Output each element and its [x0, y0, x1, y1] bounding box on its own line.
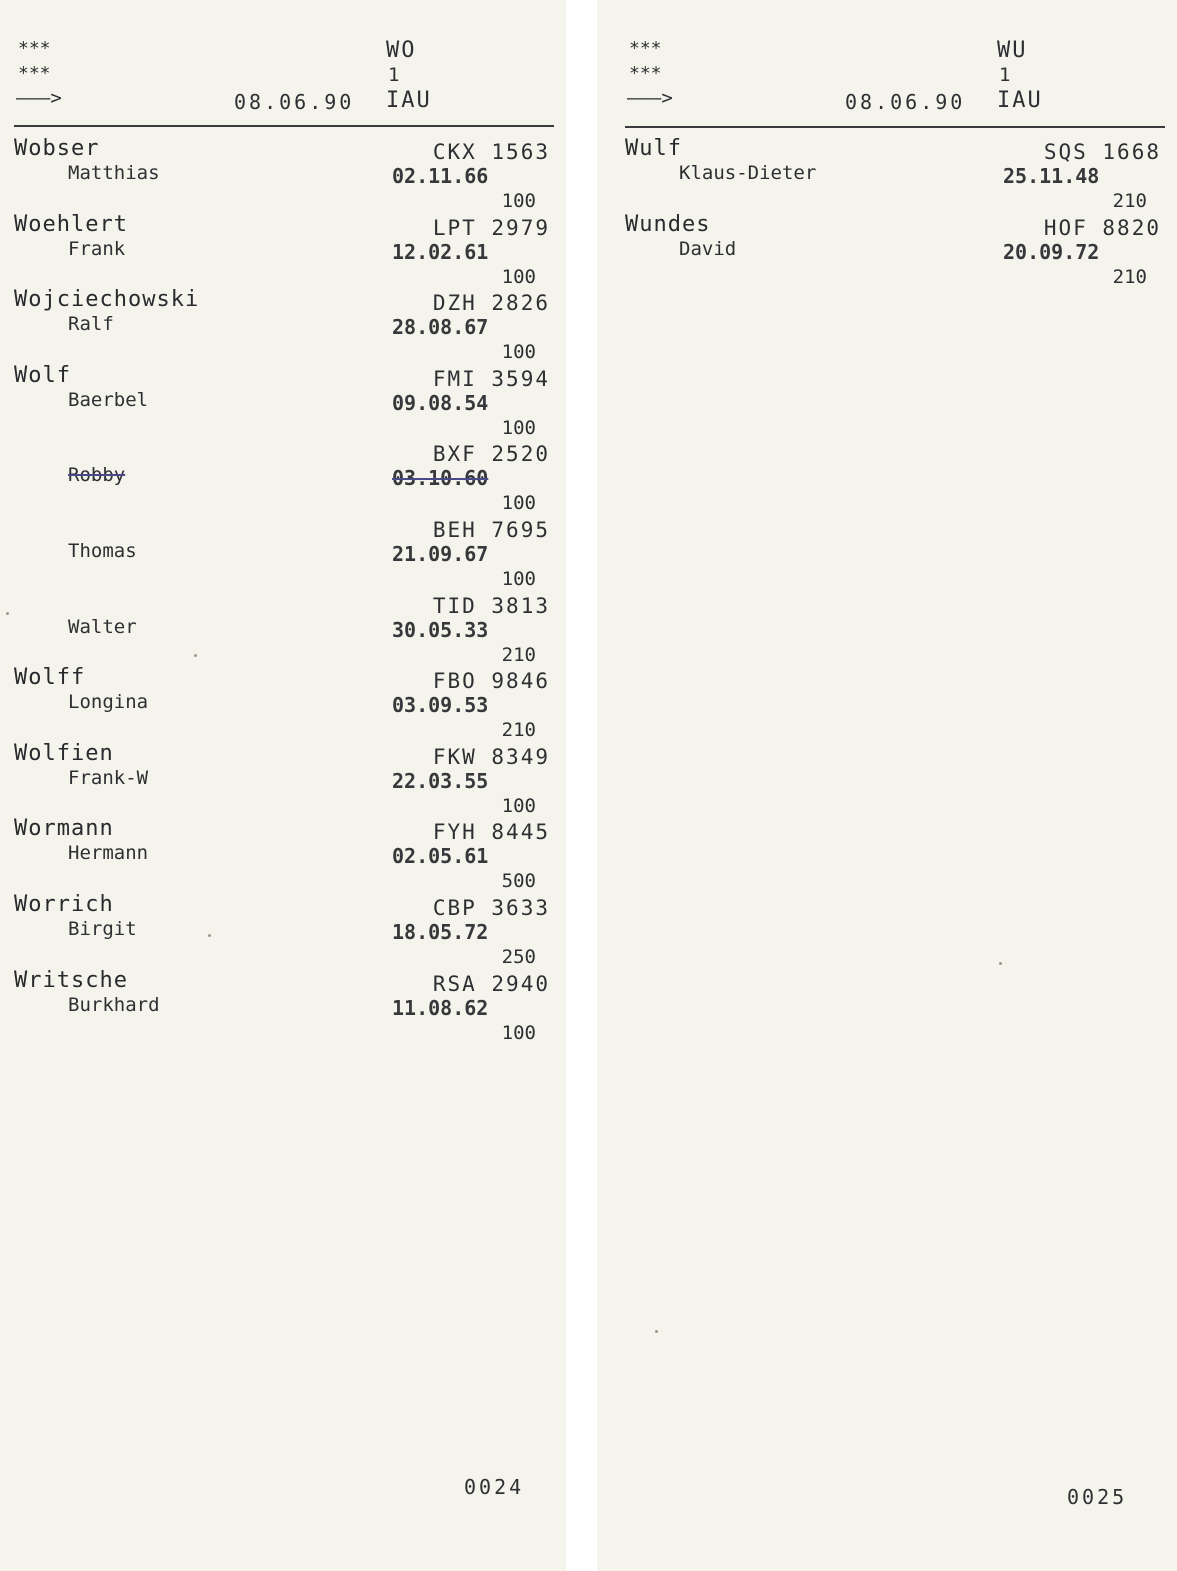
surname: Writsche [14, 967, 128, 993]
reference-code: BEH 7695 [432, 517, 550, 542]
surname: Worrich [14, 891, 114, 917]
reference-code: CKX 1563 [432, 140, 550, 164]
list-item [14, 741, 554, 817]
birth-date: 20.09.72 [1003, 239, 1100, 264]
given-name: Robby [68, 464, 126, 487]
speck [6, 612, 9, 615]
amount: 100 [501, 190, 536, 212]
list-item [14, 816, 554, 892]
reference-code: CBP 3633 [432, 895, 550, 920]
given-name: Thomas [68, 539, 137, 562]
list-item [14, 514, 554, 590]
reference-code: DZH 2826 [432, 291, 550, 316]
given-name: Frank [68, 237, 126, 260]
list-item [625, 212, 1165, 288]
birth-date: 18.05.72 [392, 919, 489, 944]
birth-date: 12.02.61 [392, 239, 489, 264]
speck [194, 654, 197, 657]
given-name: David [679, 237, 737, 260]
header-mark-1: *** [629, 38, 662, 59]
given-name: Hermann [68, 842, 149, 865]
list-item [14, 212, 554, 288]
reference-code: RSA 2940 [432, 971, 550, 996]
given-name: Birgit [68, 917, 137, 940]
print-date: 08.06.90 [234, 90, 355, 114]
surname: Wundes [625, 211, 711, 237]
surname: Wojciechowski [14, 287, 200, 313]
section-code: WO [386, 38, 417, 63]
birth-date: 21.09.67 [392, 541, 489, 566]
birth-date: 30.05.33 [392, 617, 489, 642]
given-name: Longina [68, 691, 149, 714]
section-sub: 1 [999, 64, 1012, 86]
reference-code: TID 3813 [432, 593, 550, 618]
page-number: 0024 [464, 1475, 525, 1499]
printout-page-left [0, 0, 566, 1571]
amount: 210 [1112, 190, 1147, 212]
amount: 100 [501, 265, 536, 288]
amount: 210 [501, 719, 536, 742]
list-item [14, 363, 554, 439]
arrow-icon: ———> [16, 87, 62, 109]
print-date: 08.06.90 [845, 90, 966, 114]
printout-page-right [597, 0, 1177, 1571]
amount: 500 [501, 870, 536, 893]
list-item [14, 287, 554, 363]
amount: 210 [501, 643, 536, 666]
surname: Wormann [14, 816, 114, 842]
birth-date: 25.11.48 [1003, 164, 1100, 188]
amount: 100 [501, 794, 536, 817]
given-name: Klaus-Dieter [679, 162, 817, 184]
amount: 100 [501, 567, 536, 590]
section-sub: 1 [388, 64, 401, 86]
birth-date: 09.08.54 [392, 390, 489, 415]
birth-date: 02.11.66 [392, 164, 489, 188]
surname: Wobser [14, 136, 100, 161]
reference-code: FBO 9846 [432, 669, 550, 694]
surname: Wolff [14, 665, 86, 691]
entry-list [14, 136, 554, 1043]
birth-date: 02.05.61 [392, 844, 489, 869]
given-name: Matthias [68, 162, 160, 184]
reference-code: BXF 2520 [432, 442, 550, 467]
surname: Wolf [14, 362, 71, 388]
given-name: Burkhard [68, 993, 160, 1016]
reference-code: FMI 3594 [432, 366, 550, 391]
entry-list [625, 136, 1165, 287]
speck [655, 1330, 658, 1333]
given-name: Baerbel [68, 388, 149, 411]
surname: Woehlert [14, 211, 128, 237]
section-tag: IAU [997, 88, 1043, 113]
reference-code: FKW 8349 [432, 744, 550, 769]
list-item [14, 136, 554, 212]
birth-date: 11.08.62 [392, 995, 489, 1020]
header-mark-2: *** [18, 63, 51, 84]
given-name: Ralf [68, 313, 114, 336]
list-item [14, 590, 554, 666]
arrow-icon: ———> [627, 87, 673, 109]
birth-date: 28.08.67 [392, 315, 489, 340]
section-code: WU [997, 38, 1028, 63]
surname: Wulf [625, 136, 682, 161]
header-mark-2: *** [629, 63, 662, 84]
reference-code: LPT 2979 [432, 215, 550, 240]
list-item [14, 438, 554, 514]
amount: 100 [501, 1021, 536, 1044]
header-mark-1: *** [18, 38, 51, 59]
reference-code: SQS 1668 [1043, 140, 1161, 164]
birth-date: 03.09.53 [392, 693, 489, 718]
birth-date: 03.10.60 [392, 466, 489, 491]
amount: 250 [501, 945, 536, 968]
speck [208, 934, 211, 937]
amount: 100 [501, 416, 536, 439]
birth-date: 22.03.55 [392, 768, 489, 793]
list-item [14, 968, 554, 1044]
given-name: Walter [68, 615, 137, 638]
amount: 100 [501, 492, 536, 515]
header-rule [625, 126, 1165, 128]
page-number: 0025 [1067, 1485, 1128, 1509]
list-item [625, 136, 1165, 212]
speck [999, 962, 1002, 965]
given-name: Frank-W [68, 766, 149, 789]
list-item [14, 665, 554, 741]
header-rule [14, 125, 554, 127]
reference-code: HOF 8820 [1043, 215, 1161, 240]
amount: 210 [1112, 265, 1147, 288]
section-tag: IAU [386, 88, 432, 113]
reference-code: FYH 8445 [432, 820, 550, 845]
list-item [14, 892, 554, 968]
surname: Wolfien [14, 740, 114, 766]
amount: 100 [501, 341, 536, 364]
